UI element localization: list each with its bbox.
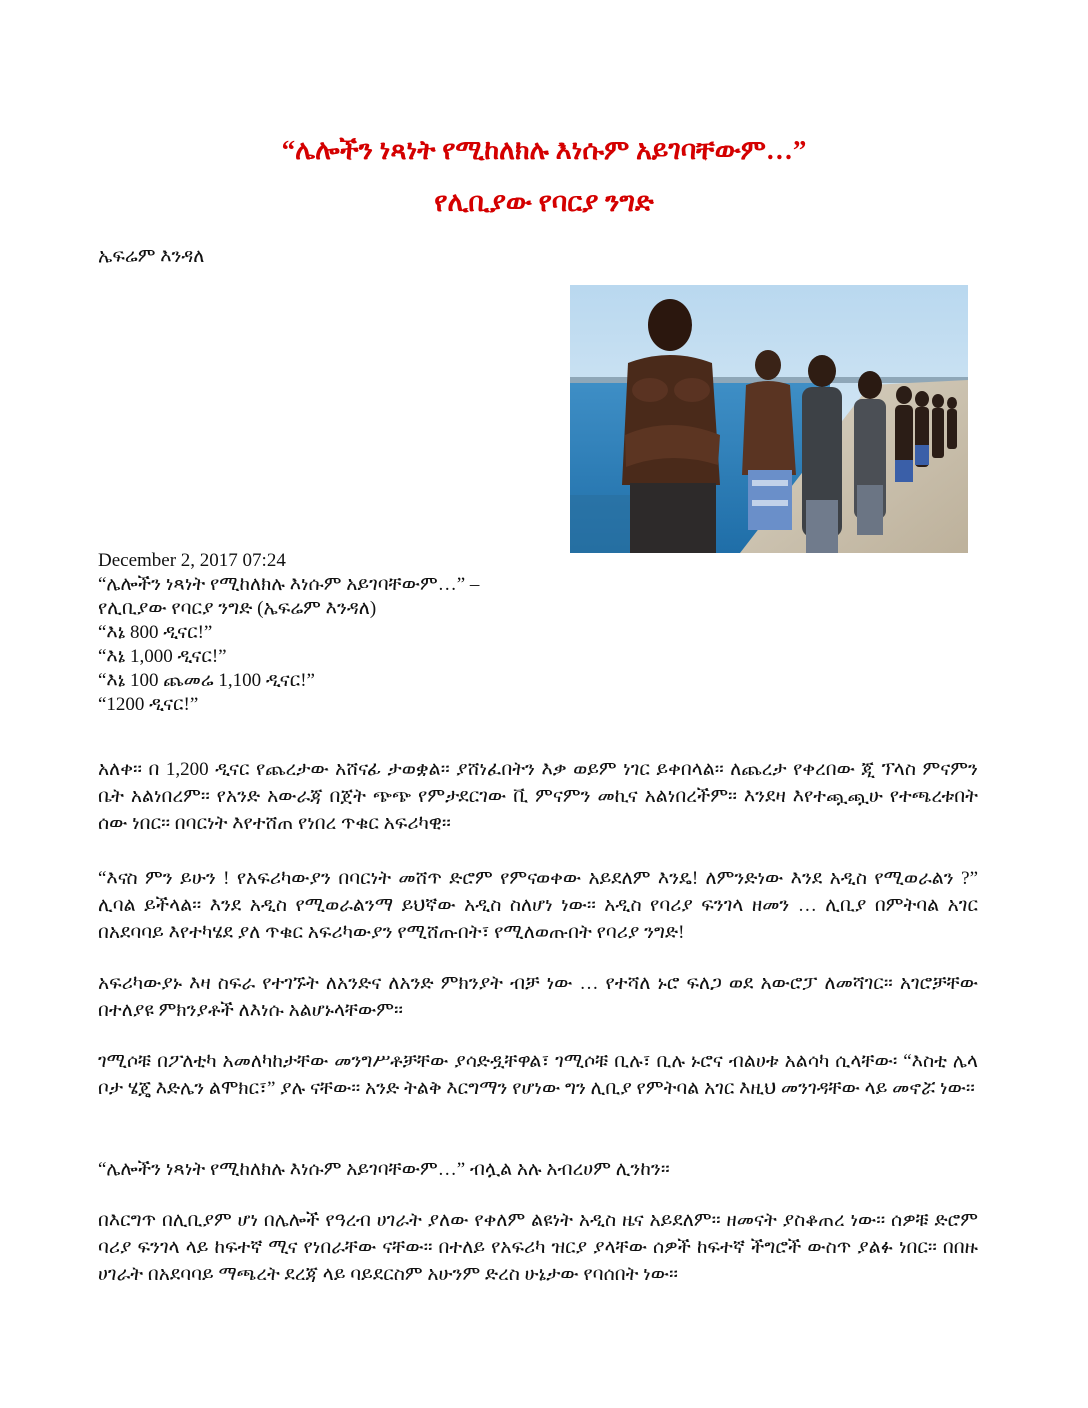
article-photo [570, 285, 968, 553]
intro-lines [98, 549, 978, 717]
article-subtitle: የሊቢያው የባርያ ንግድ [434, 187, 654, 217]
paragraph-6: በእርግጥ በሊቢያም ሆነ በሌሎች የዓረብ ሀገራት ያለው የቀለም ልዩነት አዲስ ዜና አይደለም፡፡ ዘመናት ያስቆጠረ ነው፡፡ ሰዎቹ ድሮም ባሪያ ፍንገላ ላይ ከፍተኛ ሚና የነበራቸው ናቸው፡፡ በተለይ የአፍሪካ ዝርያ ያላቸው ሰዎች ከፍተኛ ችግሮች ውስጥ ያልፉ ነበር፡፡ በበዙ ሀገራት በአደባባይ ማጫረት ደረጃ ላይ ባይደርስም አሁንም ድረስ ሁኔታው የባሰበት ነው፡፡ [98, 1210, 978, 1285]
intro-line: “እኔ 1,000 ዲናር!” [98, 646, 227, 667]
paragraph-3: አፍሪካውያኑ እዛ ስፍራ የተገኙት ለአንድና ለአንድ ምክንያት ብቻ ነው … የተሻለ ኑሮ ፍለጋ ወደ አውሮፓ ለመሻገር፡፡ አገሮቻቸው በተለያዩ ምክንያቶች ለእነሱ አልሆኑላቸውም፡፡ [98, 973, 978, 1021]
intro-line: “እኔ 100 ጨመሬ 1,100 ዲናር!” [98, 670, 315, 691]
paragraph-4: ገሚሶቹ በፖለቲካ አመለካከታቸው መንግሥቶቻቸው ያሳድዷቸዋል፣ ገሚሶቹ ቢሉ፣ ቢሉ ኑሮና ብልሀቱ አልሳካ ሲላቸው፡ “እስቲ ሌላ ቦታ ሄጄ እድሌን ልሞክር፣” ያሉ ናቸው፡፡ አንድ ትልቅ እርግማን የሆነው ግን ሊቢያ የምትባል አገር እዚህ መንገዳቸው ላይ መኖሯ ነው፡፡ [98, 1051, 978, 1099]
author-name: ኤፍሬም እንዳለ [98, 246, 205, 267]
intro-line: የሊቢያው የባርያ ንግድ (ኤፍሬም እንዳለ) [98, 598, 377, 619]
intro-line: “እኔ 800 ዲናር!” [98, 622, 213, 643]
publish-date: December 2, 2017 07:24 [98, 550, 286, 571]
intro-line: “1200 ዲናር!” [98, 694, 199, 715]
photo-illustration [570, 285, 968, 553]
paragraph-5: “ሌሎችን ነጻነት የሚከለክሉ እነሱም አይገባቸውም…” ብሏል አሉ አብረሀም ሊንከን፡፡ [98, 1159, 670, 1180]
paragraph-1: አለቀ፡፡ በ 1,200 ዲናር የጨረታው አሸናፊ ታወቋል፡፡ ያሸነፈበትን እቃ ወይም ነገር ይቀበላል፡፡ ለጨረታ የቀረበው ጂ ፕላስ ምናምን ቤት አልነበረም፡፡ የአንድ አውራጃ በጀት ጭጭ የምታደርገው ቪ ምናምን መኪና አልነበረችም፡፡ እንደዛ እየተጯጯሁ የተጫረቱበት ሰው ነበር፡፡ በባርነት እየተሸጠ የነበረ ጥቁር አፍሪካዊ፡፡ [98, 759, 978, 834]
intro-line: “ሌሎችን ነጻነት የሚከለክሉ እነሱም አይገባቸውም…” – [98, 574, 480, 595]
paragraph-2: “እናስ ምን ይሁን ! የአፍሪካውያን በባርነት መሸጥ ድሮም የምናወቀው አይደለም እንዴ! ለምንድነው እንደ አዲስ የሚወራልን ?” ሊባል ይችላል፡፡ እንደ አዲስ የሚወራልንማ ይህኛው አዲስ ስለሆነ ነው፡፡ አዲስ የባሪያ ፍንገላ ዘመን … ሊቢያ በምትባል አገር በአደባባይ እየተካሄደ ያለ ጥቁር አፍሪካውያን የሚሸጡበት፣ የሚለወጡበት የባሪያ ንግድ! [98, 868, 978, 943]
article-title: “ሌሎችን ነጻነት የሚከለክሉ እነሱም አይገባቸውም…” [281, 135, 807, 165]
